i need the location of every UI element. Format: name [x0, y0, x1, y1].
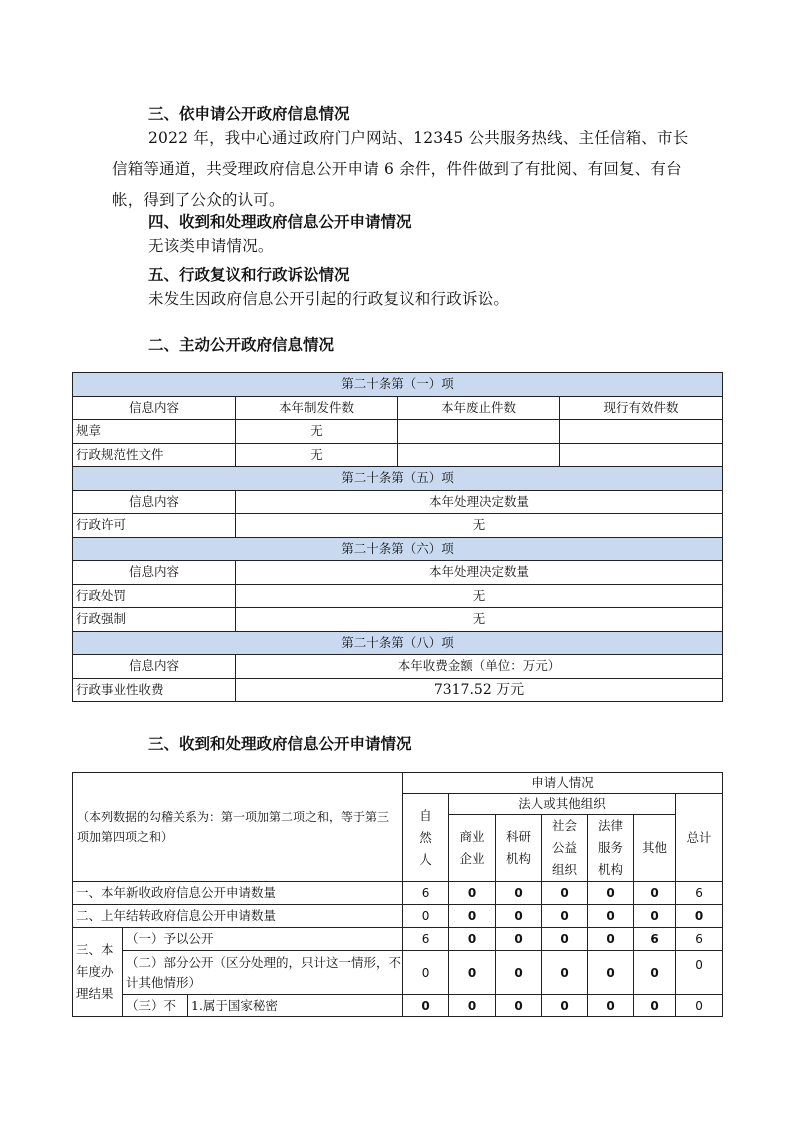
section-header-article20-8: 第二十条第（八）项 — [73, 631, 723, 655]
section-body-5: 未发生因政府信息公开引起的行政复议和行政诉讼。 — [148, 290, 510, 308]
row-label: 行政规范性文件 — [73, 443, 236, 467]
row-label: 行政事业性收费 — [73, 678, 236, 702]
section-header-article20-1: 第二十条第（一）项 — [73, 373, 723, 397]
column-header: 信息内容 — [73, 655, 236, 679]
table-cell: 0 — [542, 951, 588, 995]
row-group-label: 三、本年度办理结果 — [73, 928, 123, 1017]
column-header: 本年制发件数 — [236, 396, 398, 420]
table-note: （本列数据的勾稽关系为：第一项加第二项之和，等于第三项加第四项之和） — [73, 773, 403, 882]
table-cell: 0 — [449, 951, 496, 995]
column-header-other: 其他 — [634, 815, 676, 882]
row-label: 一、本年新收政府信息公开申请数量 — [73, 882, 403, 905]
column-header-label: 社会公益组织 — [552, 818, 578, 877]
table-cell: 无 — [236, 608, 723, 632]
table-row — [73, 608, 723, 632]
column-header-research — [496, 815, 542, 882]
table-cell: 0 — [449, 905, 496, 928]
table-row — [73, 373, 723, 397]
row-sublabel: 1.属于国家秘密 — [188, 995, 403, 1017]
table-cell: 0 — [403, 905, 449, 928]
part-heading-applications: 三、收到和处理政府信息公开申请情况 — [148, 735, 412, 753]
column-header-label: 科研机构 — [506, 829, 532, 866]
table-row — [73, 995, 723, 1017]
column-header: 本年废止件数 — [398, 396, 560, 420]
row-label: （二）部分公开（区分处理的，只计这一情形，不计其他情形） — [123, 951, 403, 995]
table-cell: 0 — [588, 951, 634, 995]
part-heading-active-disclosure: 二、主动公开政府信息情况 — [148, 336, 335, 354]
table-row — [73, 467, 723, 491]
row-label: 行政处罚 — [73, 584, 236, 608]
table-cell: 0 — [496, 882, 542, 905]
table-cell: 0 — [588, 995, 634, 1017]
table-cell: 7317.52 万元 — [236, 678, 723, 702]
table-row — [73, 443, 723, 467]
column-header-label: 商业企业 — [459, 829, 485, 866]
row-label: 规章 — [73, 420, 236, 444]
section-body-4: 无该类申请情况。 — [148, 237, 274, 255]
section-heading-3: 三、依申请公开政府信息情况 — [148, 105, 350, 123]
table-cell: 0 — [496, 928, 542, 951]
section-heading-4: 四、收到和处理政府信息公开申请情况 — [148, 213, 412, 231]
column-header-business — [449, 815, 496, 882]
table-cell: 0 — [449, 882, 496, 905]
table-cell: 0 — [496, 905, 542, 928]
column-header-label: 法律服务机构 — [598, 818, 624, 877]
section-header-article20-6: 第二十条第（六）项 — [73, 537, 723, 561]
table-cell: 0 — [542, 928, 588, 951]
column-header-label: 自然人 — [419, 807, 432, 867]
section-heading-5: 五、行政复议和行政诉讼情况 — [148, 266, 350, 284]
table-cell: 6 — [403, 928, 449, 951]
table-cell: 0 — [403, 951, 449, 995]
active-disclosure-table — [72, 372, 723, 702]
applicant-header: 申请人情况 — [403, 773, 723, 794]
table-cell: 0 — [676, 905, 723, 928]
table-cell: 0 — [542, 995, 588, 1017]
table-cell: 0 — [634, 882, 676, 905]
table-row — [73, 584, 723, 608]
table-cell: 0 — [542, 905, 588, 928]
column-header: 信息内容 — [73, 490, 236, 514]
table-cell: 0 — [676, 995, 723, 1017]
row-label: （一）予以公开 — [123, 928, 403, 951]
table-row — [73, 514, 723, 538]
column-header-natural-person — [403, 794, 449, 882]
table-cell: 无 — [236, 584, 723, 608]
table-cell: 0 — [496, 951, 542, 995]
table-cell: 6 — [634, 928, 676, 951]
table-cell: 0 — [634, 995, 676, 1017]
table-cell: 0 — [634, 905, 676, 928]
table-cell: 无 — [236, 514, 723, 538]
column-header: 信息内容 — [73, 561, 236, 585]
table-cell: 0 — [588, 905, 634, 928]
row-label: 二、上年结转政府信息公开申请数量 — [73, 905, 403, 928]
applications-table — [72, 772, 723, 1017]
row-label: （三）不 — [123, 995, 188, 1017]
column-header: 本年处理决定数量 — [236, 490, 723, 514]
legal-entity-header: 法人或其他组织 — [449, 794, 676, 815]
table-cell: 6 — [676, 882, 723, 905]
table-cell: 0 — [403, 995, 449, 1017]
section-body-3: 2022 年，我中心通过政府门户网站、12345 公共服务热线、主任信箱、市长信箱等通道，共受理政府信息公开申请 6 余件，件件做到了有批阅、有回复、有台帐，得到了公众的认可。 — [112, 129, 689, 209]
table-cell: 0 — [634, 951, 676, 995]
table-row — [73, 490, 723, 514]
table-cell — [398, 443, 560, 467]
table-cell: 6 — [403, 882, 449, 905]
table-cell: 6 — [676, 928, 723, 951]
table-row — [73, 420, 723, 444]
table-row — [73, 773, 723, 794]
column-header: 本年收费金额（单位：万元） — [236, 655, 723, 679]
section-header-article20-5: 第二十条第（五）项 — [73, 467, 723, 491]
table-cell: 0 — [496, 995, 542, 1017]
column-header: 本年处理决定数量 — [236, 561, 723, 585]
row-label: 行政许可 — [73, 514, 236, 538]
table-row — [73, 882, 723, 905]
column-header-total: 总计 — [676, 794, 723, 882]
table-cell: 无 — [236, 443, 398, 467]
table-cell — [398, 420, 560, 444]
table-row — [73, 928, 723, 951]
table-row — [73, 537, 723, 561]
table-cell — [560, 443, 723, 467]
column-header-legal-service — [588, 815, 634, 882]
table-row — [73, 905, 723, 928]
table-row — [73, 631, 723, 655]
table-cell: 0 — [676, 951, 723, 995]
table-cell: 0 — [449, 928, 496, 951]
table-row — [73, 561, 723, 585]
table-row — [73, 678, 723, 702]
column-header-public-welfare — [542, 815, 588, 882]
table-cell: 0 — [588, 928, 634, 951]
table-row — [73, 655, 723, 679]
table-row — [73, 951, 723, 995]
table-row — [73, 396, 723, 420]
table-cell: 0 — [542, 882, 588, 905]
table-cell: 0 — [588, 882, 634, 905]
table-cell — [560, 420, 723, 444]
table-cell: 0 — [449, 995, 496, 1017]
row-label: 行政强制 — [73, 608, 236, 632]
column-header: 信息内容 — [73, 396, 236, 420]
table-cell: 无 — [236, 420, 398, 444]
column-header: 现行有效件数 — [560, 396, 723, 420]
